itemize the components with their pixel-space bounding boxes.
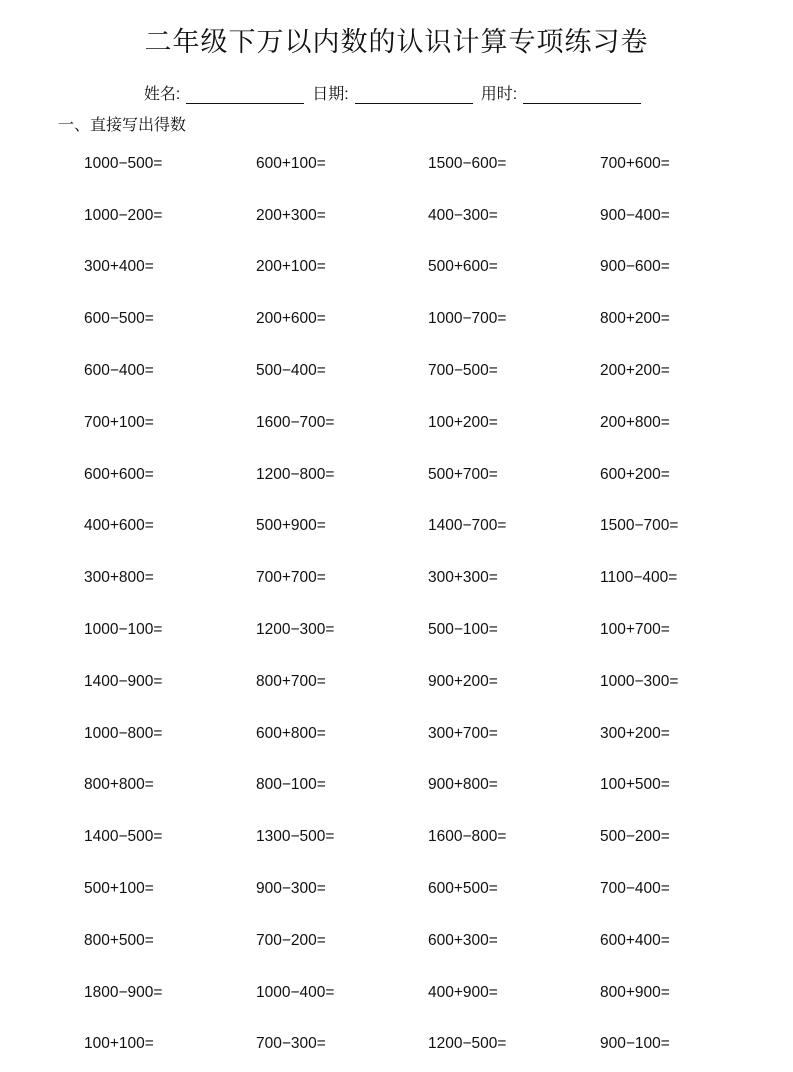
problem-row: [84, 345, 784, 397]
arithmetic-problem[interactable]: 700−200=: [256, 931, 326, 949]
arithmetic-problem[interactable]: 1200−800=: [256, 465, 335, 483]
arithmetic-problem[interactable]: 800−100=: [256, 776, 326, 794]
arithmetic-problem[interactable]: 500+700=: [428, 465, 498, 483]
arithmetic-problem[interactable]: 1000−800=: [84, 724, 163, 742]
date-blank[interactable]: [355, 85, 473, 104]
problem-row: [84, 397, 784, 449]
arithmetic-problem[interactable]: 600+600=: [84, 465, 154, 483]
arithmetic-problem[interactable]: 400+600=: [84, 517, 154, 535]
arithmetic-problem[interactable]: 600+400=: [600, 931, 670, 949]
name-field-group: [144, 81, 304, 104]
arithmetic-problem[interactable]: 300+400=: [84, 258, 154, 276]
problem-row: [84, 190, 784, 242]
arithmetic-problem[interactable]: 800+700=: [256, 672, 326, 690]
arithmetic-problem[interactable]: 300+700=: [428, 724, 498, 742]
time-blank[interactable]: [523, 85, 641, 104]
arithmetic-problem[interactable]: 1000−700=: [428, 310, 507, 328]
arithmetic-problem[interactable]: 1600−700=: [256, 413, 335, 431]
arithmetic-problem[interactable]: 1400−700=: [428, 517, 507, 535]
arithmetic-problem[interactable]: 1200−300=: [256, 621, 335, 639]
problem-row: [84, 449, 784, 501]
arithmetic-problem[interactable]: 1400−900=: [84, 672, 163, 690]
arithmetic-problem[interactable]: 700−500=: [428, 362, 498, 380]
problem-row: [84, 863, 784, 915]
problem-row: [84, 501, 784, 553]
problem-row: [84, 604, 784, 656]
name-blank[interactable]: [186, 85, 304, 104]
arithmetic-problem[interactable]: 600+200=: [600, 465, 670, 483]
problem-row: [84, 760, 784, 812]
problem-row: [84, 1019, 784, 1071]
arithmetic-problem[interactable]: 500−200=: [600, 828, 670, 846]
arithmetic-problem[interactable]: 800+500=: [84, 931, 154, 949]
arithmetic-problem[interactable]: 100+500=: [600, 776, 670, 794]
arithmetic-problem[interactable]: 700+600=: [600, 154, 670, 172]
problem-row: [84, 967, 784, 1019]
arithmetic-problem[interactable]: 1500−700=: [600, 517, 679, 535]
time-label: 用时:: [480, 86, 518, 103]
arithmetic-problem[interactable]: 600−400=: [84, 362, 154, 380]
arithmetic-problem[interactable]: 1200−500=: [428, 1035, 507, 1053]
student-info-row: [0, 80, 793, 104]
arithmetic-problem[interactable]: 1500−600=: [428, 154, 507, 172]
arithmetic-problem[interactable]: 1800−900=: [84, 983, 163, 1001]
arithmetic-problem[interactable]: 800+900=: [600, 983, 670, 1001]
arithmetic-problem[interactable]: 1600−800=: [428, 828, 507, 846]
arithmetic-problem[interactable]: 600+500=: [428, 880, 498, 898]
worksheet-title: 二年级下万以内数的认识计算专项练习卷: [144, 27, 649, 58]
arithmetic-problem[interactable]: 900−300=: [256, 880, 326, 898]
arithmetic-problem[interactable]: 1000−300=: [600, 672, 679, 690]
arithmetic-problem[interactable]: 700+100=: [84, 413, 154, 431]
arithmetic-problem[interactable]: 800+800=: [84, 776, 154, 794]
arithmetic-problem[interactable]: 500+900=: [256, 517, 326, 535]
arithmetic-problem[interactable]: 600+800=: [256, 724, 326, 742]
problem-row: [84, 811, 784, 863]
arithmetic-problem[interactable]: 900+800=: [428, 776, 498, 794]
arithmetic-problem[interactable]: 300+200=: [600, 724, 670, 742]
arithmetic-problem[interactable]: 100+700=: [600, 621, 670, 639]
arithmetic-problem[interactable]: 1300−500=: [256, 828, 335, 846]
arithmetic-problem[interactable]: 800+200=: [600, 310, 670, 328]
arithmetic-problem[interactable]: 200+300=: [256, 206, 326, 224]
arithmetic-problem[interactable]: 600+300=: [428, 931, 498, 949]
arithmetic-problem[interactable]: 900−400=: [600, 206, 670, 224]
arithmetic-problem[interactable]: 100+100=: [84, 1035, 154, 1053]
arithmetic-problem[interactable]: 300+800=: [84, 569, 154, 587]
date-label: 日期:: [312, 86, 349, 103]
arithmetic-problem[interactable]: 1000−200=: [84, 206, 163, 224]
arithmetic-problem[interactable]: 1000−500=: [84, 154, 163, 172]
arithmetic-problem[interactable]: 700+700=: [256, 569, 326, 587]
section-heading: 一、直接写出得数: [58, 115, 187, 134]
problem-row: [84, 242, 784, 294]
arithmetic-problem[interactable]: 500+100=: [84, 880, 154, 898]
arithmetic-problem[interactable]: 200+600=: [256, 310, 326, 328]
arithmetic-problem[interactable]: 600−500=: [84, 310, 154, 328]
arithmetic-problem[interactable]: 500−400=: [256, 362, 326, 380]
problem-row: [84, 293, 784, 345]
problem-grid: [84, 138, 784, 1070]
arithmetic-problem[interactable]: 900−600=: [600, 258, 670, 276]
problem-row: [84, 708, 784, 760]
arithmetic-problem[interactable]: 500−100=: [428, 621, 498, 639]
arithmetic-problem[interactable]: 1000−400=: [256, 983, 335, 1001]
problem-row: [84, 138, 784, 190]
arithmetic-problem[interactable]: 1100−400=: [600, 569, 678, 587]
arithmetic-problem[interactable]: 1000−100=: [84, 621, 163, 639]
arithmetic-problem[interactable]: 500+600=: [428, 258, 498, 276]
arithmetic-problem[interactable]: 1400−500=: [84, 828, 163, 846]
arithmetic-problem[interactable]: 900+200=: [428, 672, 498, 690]
arithmetic-problem[interactable]: 100+200=: [428, 413, 498, 431]
problem-row: [84, 552, 784, 604]
arithmetic-problem[interactable]: 700−400=: [600, 880, 670, 898]
arithmetic-problem[interactable]: 400−300=: [428, 206, 498, 224]
date-field-group: [312, 81, 472, 104]
arithmetic-problem[interactable]: 700−300=: [256, 1035, 326, 1053]
time-field-group: [481, 81, 641, 104]
arithmetic-problem[interactable]: 200+200=: [600, 362, 670, 380]
arithmetic-problem[interactable]: 400+900=: [428, 983, 498, 1001]
arithmetic-problem[interactable]: 600+100=: [256, 154, 326, 172]
problem-row: [84, 915, 784, 967]
arithmetic-problem[interactable]: 200+100=: [256, 258, 326, 276]
problem-row: [84, 656, 784, 708]
name-label: 姓名:: [143, 86, 181, 103]
arithmetic-problem[interactable]: 300+300=: [428, 569, 498, 587]
arithmetic-problem[interactable]: 200+800=: [600, 413, 670, 431]
arithmetic-problem[interactable]: 900−100=: [600, 1035, 670, 1053]
